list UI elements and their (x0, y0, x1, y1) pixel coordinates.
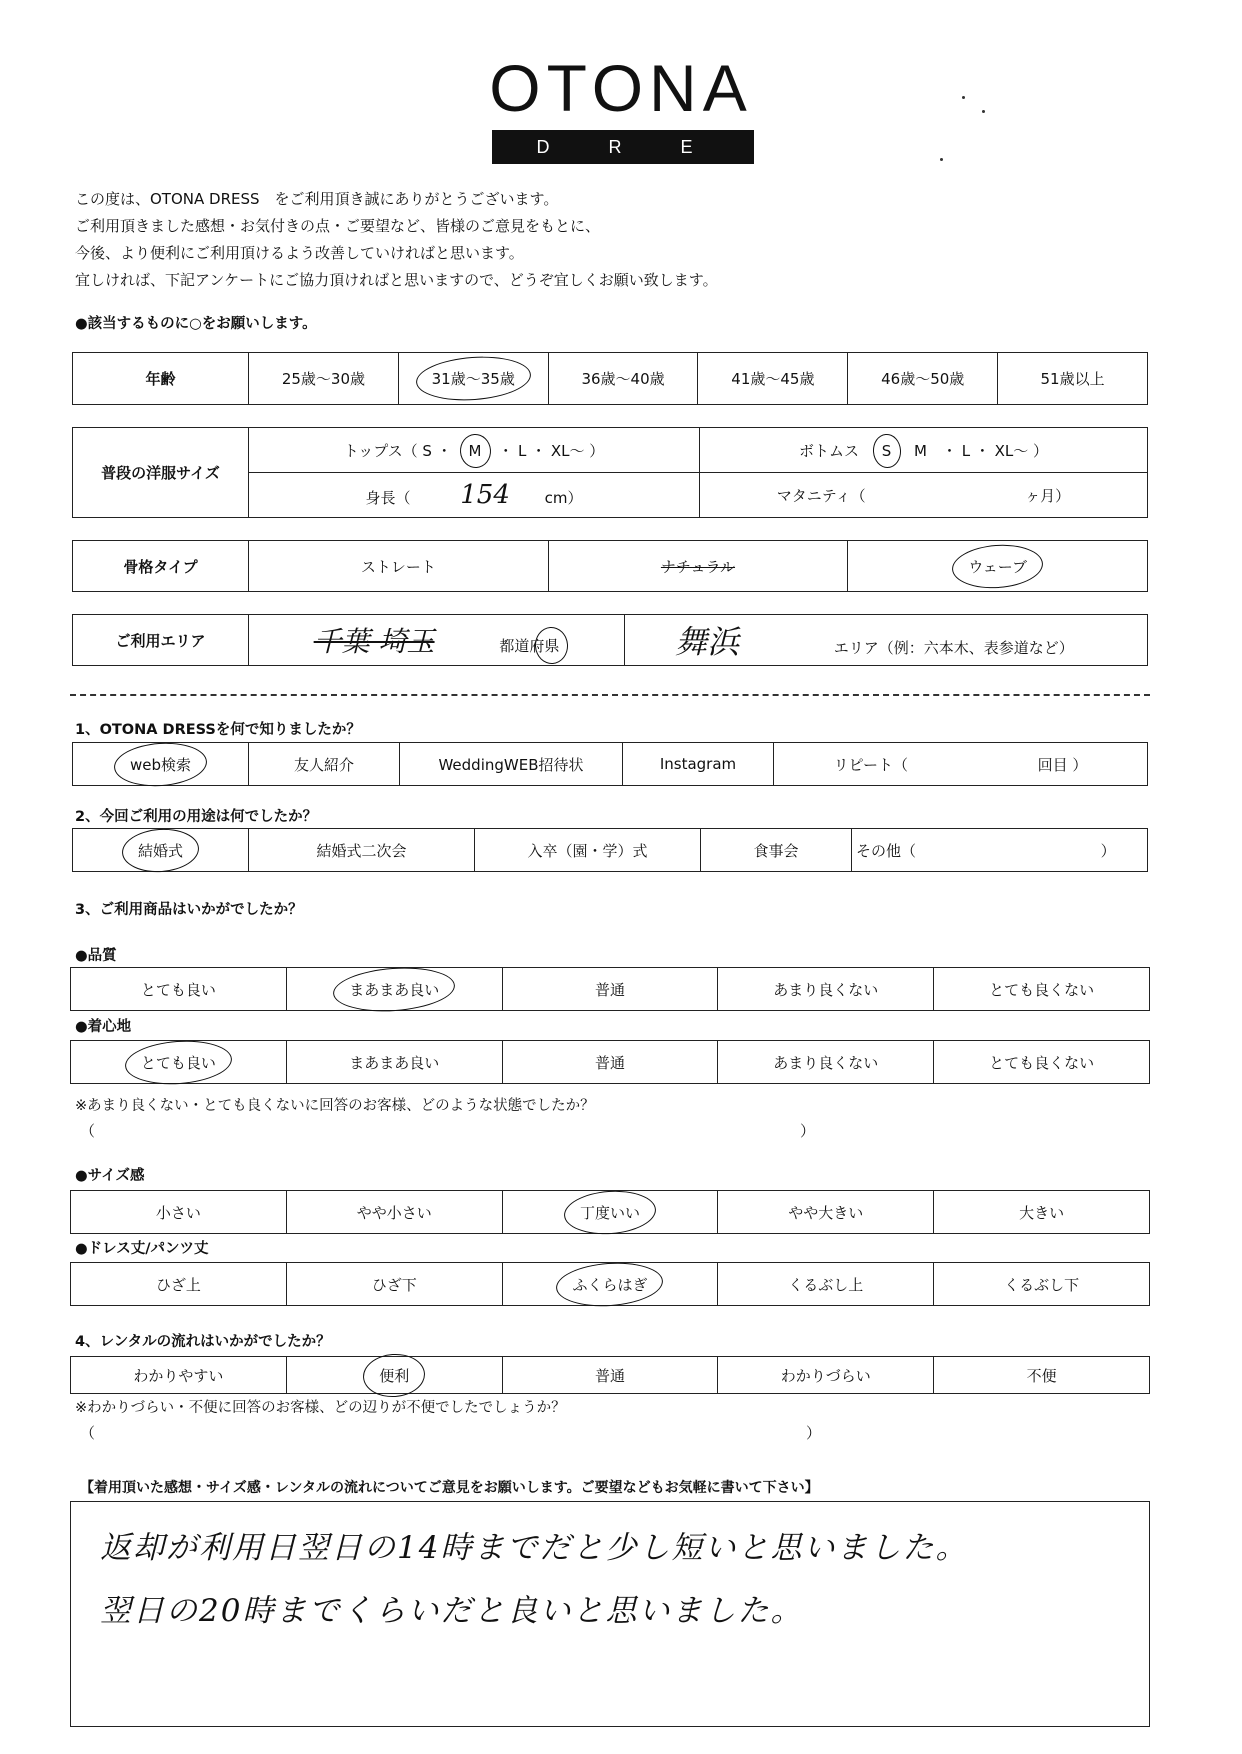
q1-option[interactable] (73, 743, 249, 786)
scan-speck (982, 110, 985, 113)
prefecture-suffix: 都道府 (499, 637, 545, 655)
q4-table (70, 1356, 1150, 1394)
q1-repeat-cell[interactable] (774, 743, 1148, 786)
quality-option[interactable]: とても良い (71, 968, 287, 1011)
divider (70, 694, 1150, 696)
q2-option[interactable]: 結婚式二次会 (249, 829, 475, 872)
comfort-label: ●着心地 (75, 1019, 132, 1035)
length-table (70, 1262, 1150, 1306)
size-option[interactable]: 小さい (71, 1191, 287, 1234)
dress-logo-bar: D R E S S (492, 130, 754, 164)
age-option[interactable]: 25歳〜30歳 (249, 353, 399, 405)
maternity-cell[interactable] (700, 473, 1148, 518)
size-option-selected: 丁度いい (579, 1203, 640, 1222)
q4-option[interactable]: わかりやすい (71, 1357, 287, 1394)
frame-type-label: 骨格タイプ (73, 541, 249, 592)
age-option[interactable]: 46歳〜50歳 (848, 353, 998, 405)
frame-option-crossed: ナチュラル (660, 557, 736, 576)
q1-option[interactable]: 友人紹介 (249, 743, 400, 786)
length-option[interactable]: ひざ上 (71, 1263, 287, 1306)
q1-title: 1、OTONA DRESSを何で知りましたか？ (75, 722, 361, 738)
length-option[interactable]: くるぶし上 (718, 1263, 934, 1306)
intro-line: ご利用頂きました感想・お気付きの点・ご要望など、皆様のご意見をもとに、 (75, 217, 601, 235)
age-option[interactable] (398, 353, 548, 405)
area-table (72, 614, 1148, 666)
frame-type-table (72, 540, 1148, 592)
size-option[interactable]: やや大きい (718, 1191, 934, 1234)
quality-option-selected: まあまあ良い (349, 980, 440, 999)
comfort-table (70, 1040, 1150, 1084)
frame-option[interactable] (848, 541, 1148, 592)
q4-option[interactable] (286, 1357, 502, 1394)
intro-line: 宜しければ、下記アンケートにご協力頂ければと思いますので、どうぞ宜しくお願い致します。 (75, 271, 718, 289)
age-label: 年齢 (73, 353, 249, 405)
q4-paren-close: ） (806, 1424, 822, 1442)
bottoms-selected: S (881, 441, 892, 460)
prefecture-handwritten: 千葉 埼玉 (313, 625, 435, 658)
area-label: ご利用エリア (73, 615, 249, 666)
tops-suffix: ・ L ・ XL〜 ） (498, 441, 605, 460)
q2-option-selected: 結婚式 (137, 841, 183, 860)
quality-label: ●品質 (75, 948, 117, 964)
age-table (72, 352, 1148, 405)
bottoms-suffix: M ・ L ・ XL〜 ） (914, 441, 1049, 460)
comfort-option[interactable]: 普通 (502, 1041, 718, 1084)
tops-prefix: トップス（ S ・ (343, 441, 452, 460)
otona-logo: OTONA (489, 51, 753, 125)
bottoms-size-cell[interactable] (700, 428, 1148, 473)
frame-option[interactable] (548, 541, 848, 592)
city-cell[interactable] (625, 615, 1148, 666)
q4-paren-open: （ (80, 1424, 96, 1442)
comfort-note: ※あまり良くない・とても良くないに回答のお客様、どのような状態でしたか？ (75, 1098, 595, 1114)
bottoms-prefix: ボトムス (798, 441, 859, 460)
instruction: ●該当するものに○をお願いします。 (75, 316, 317, 332)
q1-repeat-label: リピート（ (833, 755, 909, 774)
size-option[interactable]: やや小さい (286, 1191, 502, 1234)
height-unit: cm） (544, 489, 583, 507)
size-table (70, 1190, 1150, 1234)
clothes-size-table (72, 427, 1148, 518)
maternity-label: マタニティ（ (776, 486, 866, 505)
scan-speck (940, 158, 943, 161)
comfort-paren-close: ） (800, 1122, 816, 1140)
q2-option[interactable]: 入卒（園・学）式 (475, 829, 701, 872)
q4-option[interactable]: わかりづらい (718, 1357, 934, 1394)
q2-other-suffix: ） (1100, 841, 1116, 860)
q3-title: 3、ご利用商品はいかがでしたか？ (75, 902, 303, 918)
quality-option[interactable]: とても良くない (934, 968, 1150, 1011)
comment-line: 翌日の20時までくらいだと良いと思いました。 (100, 1593, 804, 1629)
age-option[interactable]: 36歳〜40歳 (548, 353, 698, 405)
length-option[interactable]: ひざ下 (286, 1263, 502, 1306)
size-option[interactable] (502, 1191, 718, 1234)
comfort-option[interactable]: まあまあ良い (286, 1041, 502, 1084)
intro-line: 今後、より便利にご利用頂けるよう改善していければと思います。 (75, 244, 524, 262)
height-value: 154 (460, 480, 510, 510)
q4-option[interactable]: 普通 (502, 1357, 718, 1394)
length-label: ●ドレス丈/パンツ丈 (75, 1241, 209, 1257)
size-option[interactable]: 大きい (934, 1191, 1150, 1234)
quality-option[interactable] (286, 968, 502, 1011)
q4-option-selected: 便利 (379, 1366, 410, 1385)
age-option-selected: 31歳〜35歳 (431, 370, 515, 388)
q2-table (72, 828, 1148, 872)
maternity-unit: ヶ月） (1025, 486, 1071, 505)
intro-text (75, 186, 718, 294)
height-label: 身長（ (365, 489, 411, 507)
scan-speck (962, 96, 965, 99)
q1-repeat-suffix: 回目 ） (1037, 755, 1088, 774)
q2-option[interactable]: 食事会 (701, 829, 852, 872)
q4-option[interactable]: 不便 (934, 1357, 1150, 1394)
height-cell[interactable] (249, 473, 700, 518)
age-option[interactable]: 41歳〜45歳 (698, 353, 848, 405)
prefecture-cell[interactable] (249, 615, 625, 666)
q2-title: 2、今回ご利用の用途は何でしたか？ (75, 809, 318, 825)
frame-option-selected: ウェーブ (968, 557, 1027, 576)
comments-title: 【着用頂いた感想・サイズ感・レンタルの流れについてご意見をお願いします。ご要望などもお気軽に書いて下さい】 (80, 1480, 819, 1496)
comment-line: 返却が利用日翌日の14時までだと少し短いと思いました。 (100, 1530, 969, 1566)
size-label: ●サイズ感 (75, 1168, 145, 1184)
comfort-option[interactable] (71, 1041, 287, 1084)
q1-table (72, 742, 1148, 786)
length-option-selected: ふくらはぎ (572, 1275, 648, 1294)
comfort-option[interactable]: あまり良くない (718, 1041, 934, 1084)
q1-option[interactable]: Instagram (623, 743, 774, 786)
q2-option[interactable] (73, 829, 249, 872)
clothes-size-label: 普段の洋服サイズ (73, 428, 249, 518)
quality-option[interactable]: 普通 (502, 968, 718, 1011)
tops-selected: M (468, 441, 482, 460)
comfort-option-selected: とても良い (140, 1053, 216, 1072)
q1-option[interactable]: WeddingWEB招待状 (400, 743, 623, 786)
length-option[interactable] (502, 1263, 718, 1306)
age-option[interactable]: 51歳以上 (998, 353, 1148, 405)
frame-option[interactable]: ストレート (249, 541, 549, 592)
q1-option-selected: web検索 (129, 755, 192, 774)
q4-note: ※わかりづらい・不便に回答のお客様、どの辺りが不便でしたでしょうか？ (75, 1400, 566, 1416)
length-option[interactable]: くるぶし下 (934, 1263, 1150, 1306)
prefecture-circled: 県 (544, 637, 560, 655)
q2-other-cell[interactable] (852, 829, 1148, 872)
city-handwritten: 舞浜 (675, 623, 740, 661)
quality-option[interactable]: あまり良くない (718, 968, 934, 1011)
comfort-paren-open: （ (80, 1122, 96, 1140)
area-hint: エリア（例：六本木、表参道など） (833, 639, 1074, 657)
intro-line: この度は、OTONA DRESS をご利用頂き誠にありがとうございます。 (75, 190, 559, 208)
q2-other-label: その他（ (856, 841, 917, 860)
quality-table (70, 967, 1150, 1011)
comfort-option[interactable]: とても良くない (934, 1041, 1150, 1084)
tops-size-cell[interactable] (249, 428, 700, 473)
q4-title: 4、レンタルの流れはいかがでしたか？ (75, 1334, 331, 1350)
